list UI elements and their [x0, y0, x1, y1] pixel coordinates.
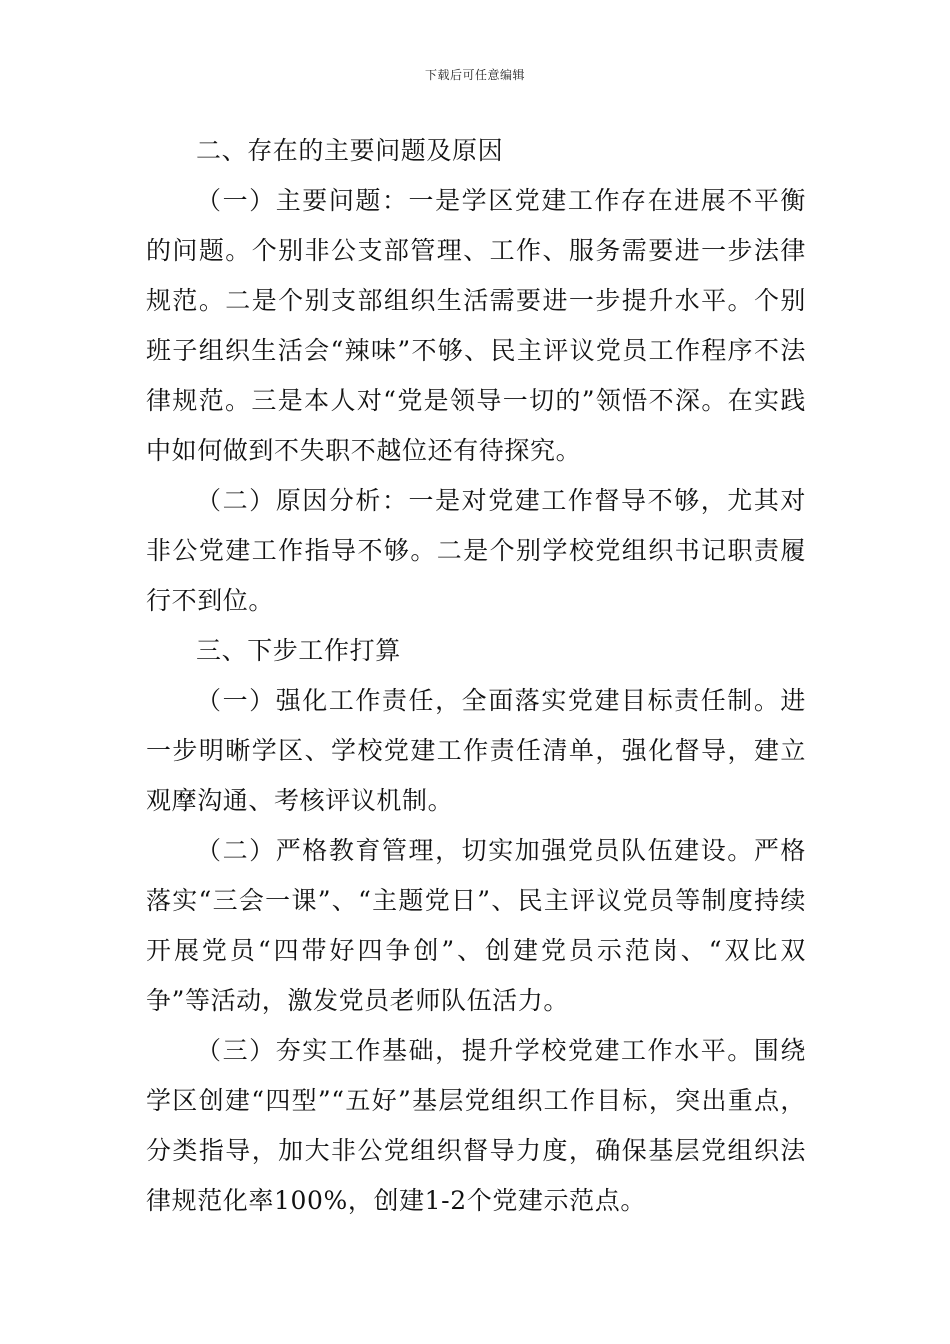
paragraph-plan-2: （二）严格教育管理，切实加强党员队伍建设。严格落实“三会一课”、“主题党日”、民主评议党员等制度持续开展党员“四带好四争创”、创建党员示范岗、“双比双争”等活动，激发党员老师队伍活力。 — [146, 836, 806, 1015]
paragraph-main-problems: （一）主要问题：一是学区党建工作存在进展不平衡的问题。个别非公支部管理、工作、服务需要进一步法律规范。二是个别支部组织生活需要进一步提升水平。个别班子组织生活会“辣味”不够、民主评议党员工作程序不法律规范。三是本人对“党是领导一切的”领悟不深。在实践中如何做到不失职不越位还有待探究。 — [146, 186, 806, 465]
paragraph-plan-3: （三）夯实工作基础，提升学校党建工作水平。围绕学区创建“四型”“五好”基层党组织工作目标，突出重点，分类指导，加大非公党组织督导力度，确保基层党组织法律规范化率100%，创建1-2个党建示范点。 — [146, 1036, 806, 1215]
paragraph-cause-analysis: （二）原因分析：一是对党建工作督导不够，尤其对非公党建工作指导不够。二是个别学校党组织书记职责履行不到位。 — [146, 486, 806, 615]
document-body — [146, 126, 806, 1226]
paragraph-plan-1: （一）强化工作责任，全面落实党建目标责任制。进一步明晰学区、学校党建工作责任清单，强化督导，建立观摩沟通、考核评议机制。 — [146, 686, 806, 815]
section-heading-2: 二、存在的主要问题及原因 — [196, 136, 504, 165]
section-heading-3: 三、下步工作打算 — [196, 636, 401, 665]
header-note: 下载后可任意编辑 — [424, 68, 525, 82]
